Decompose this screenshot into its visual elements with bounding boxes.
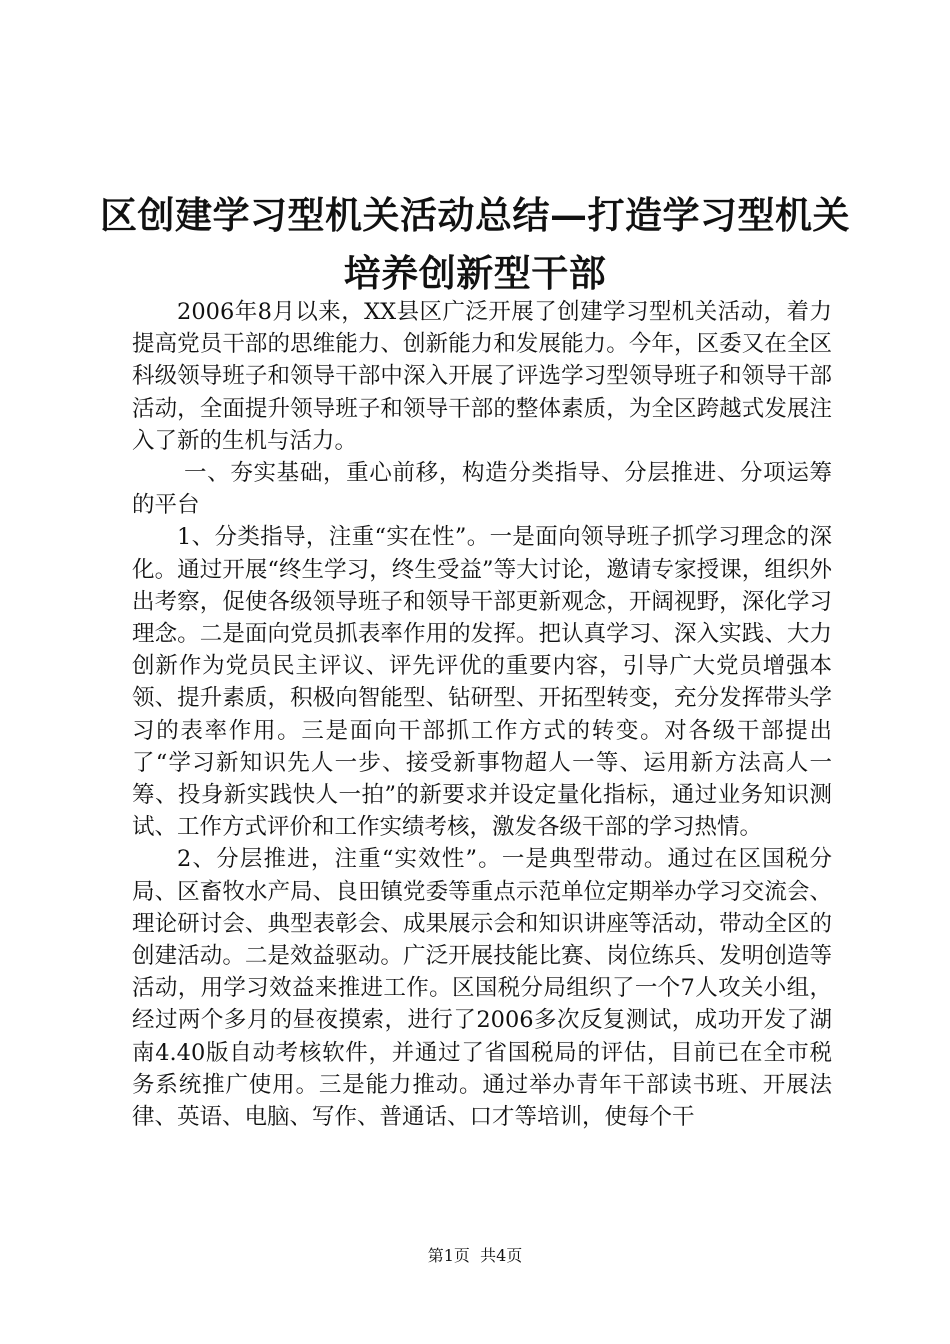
document-title-line-2: 培养创新型干部 [343,251,607,295]
paragraph-layered-promotion: 2、分层推进，注重“实效性”。一是典型带动。通过在区国税分局、区畜牧水产局、良田镇党委等重点示范单位定期举办学习交流会、理论研讨会、典型表彰会、成果展示会和知识讲座等活动，带动全区的创建活动。二是效益驱动。广泛开展技能比赛、岗位练兵、发明创造等活动，用学习效益来推进工作。区国税分局组织了一个7人攻关小组，经过两个多月的昼夜摸索，进行了2006多次反复测试，成功开发了湖南4.40版自动考核软件，并通过了省国税局的评估，目前已在全市税务系统推广使用。三是能力推动。通过举办青年干部读书班、开展法律、英语、电脑、写作、普通话、口才等培训，使每个干 [132,846,832,1131]
paragraph-classified-guidance: 1、分类指导，注重“实在性”。一是面向领导班子抓学习理念的深化。通过开展“终生学习，终生受益”等大讨论，邀请专家授课，组织外出考察，促使各级领导班子和领导干部更新观念，开阔视野，深化学习理念。二是面向党员抓表率作用的发挥。把认真学习、深入实践、大力创新作为党员民主评议、评先评优的重要内容，引导广大党员增强本领、提升素质，积极向智能型、钻研型、开拓型转变，充分发挥带头学习的表率作用。三是面向干部抓工作方式的转变。对各级干部提出了“学习新知识先人一步、接受新事物超人一等、运用新方法高人一筹、投身新实践快人一拍”的新要求并设定量化指标，通过业务知识测试、工作方式评价和工作实绩考核，激发各级干部的学习热情。 [132,524,832,841]
paragraph-intro: 2006年8月以来，XX县区广泛开展了创建学习型机关活动，着力提高党员干部的思维能力、创新能力和发展能力。今年，区委又在全区科级领导班子和领导干部中深入开展了评选学习型领导班子和领导干部活动，全面提升领导班子和领导干部的整体素质，为全区跨越式发展注入了新的生机与活力。 [132,299,832,454]
document-body [132,296,832,1133]
section-heading-1: 一、夯实基础，重心前移，构造分类指导、分层推进、分项运筹的平台 [132,460,832,519]
page-footer: 第1页 共4页 [427,1246,523,1265]
document-title-line-1: 区创建学习型机关活动总结—打造学习型机关 [100,193,850,237]
